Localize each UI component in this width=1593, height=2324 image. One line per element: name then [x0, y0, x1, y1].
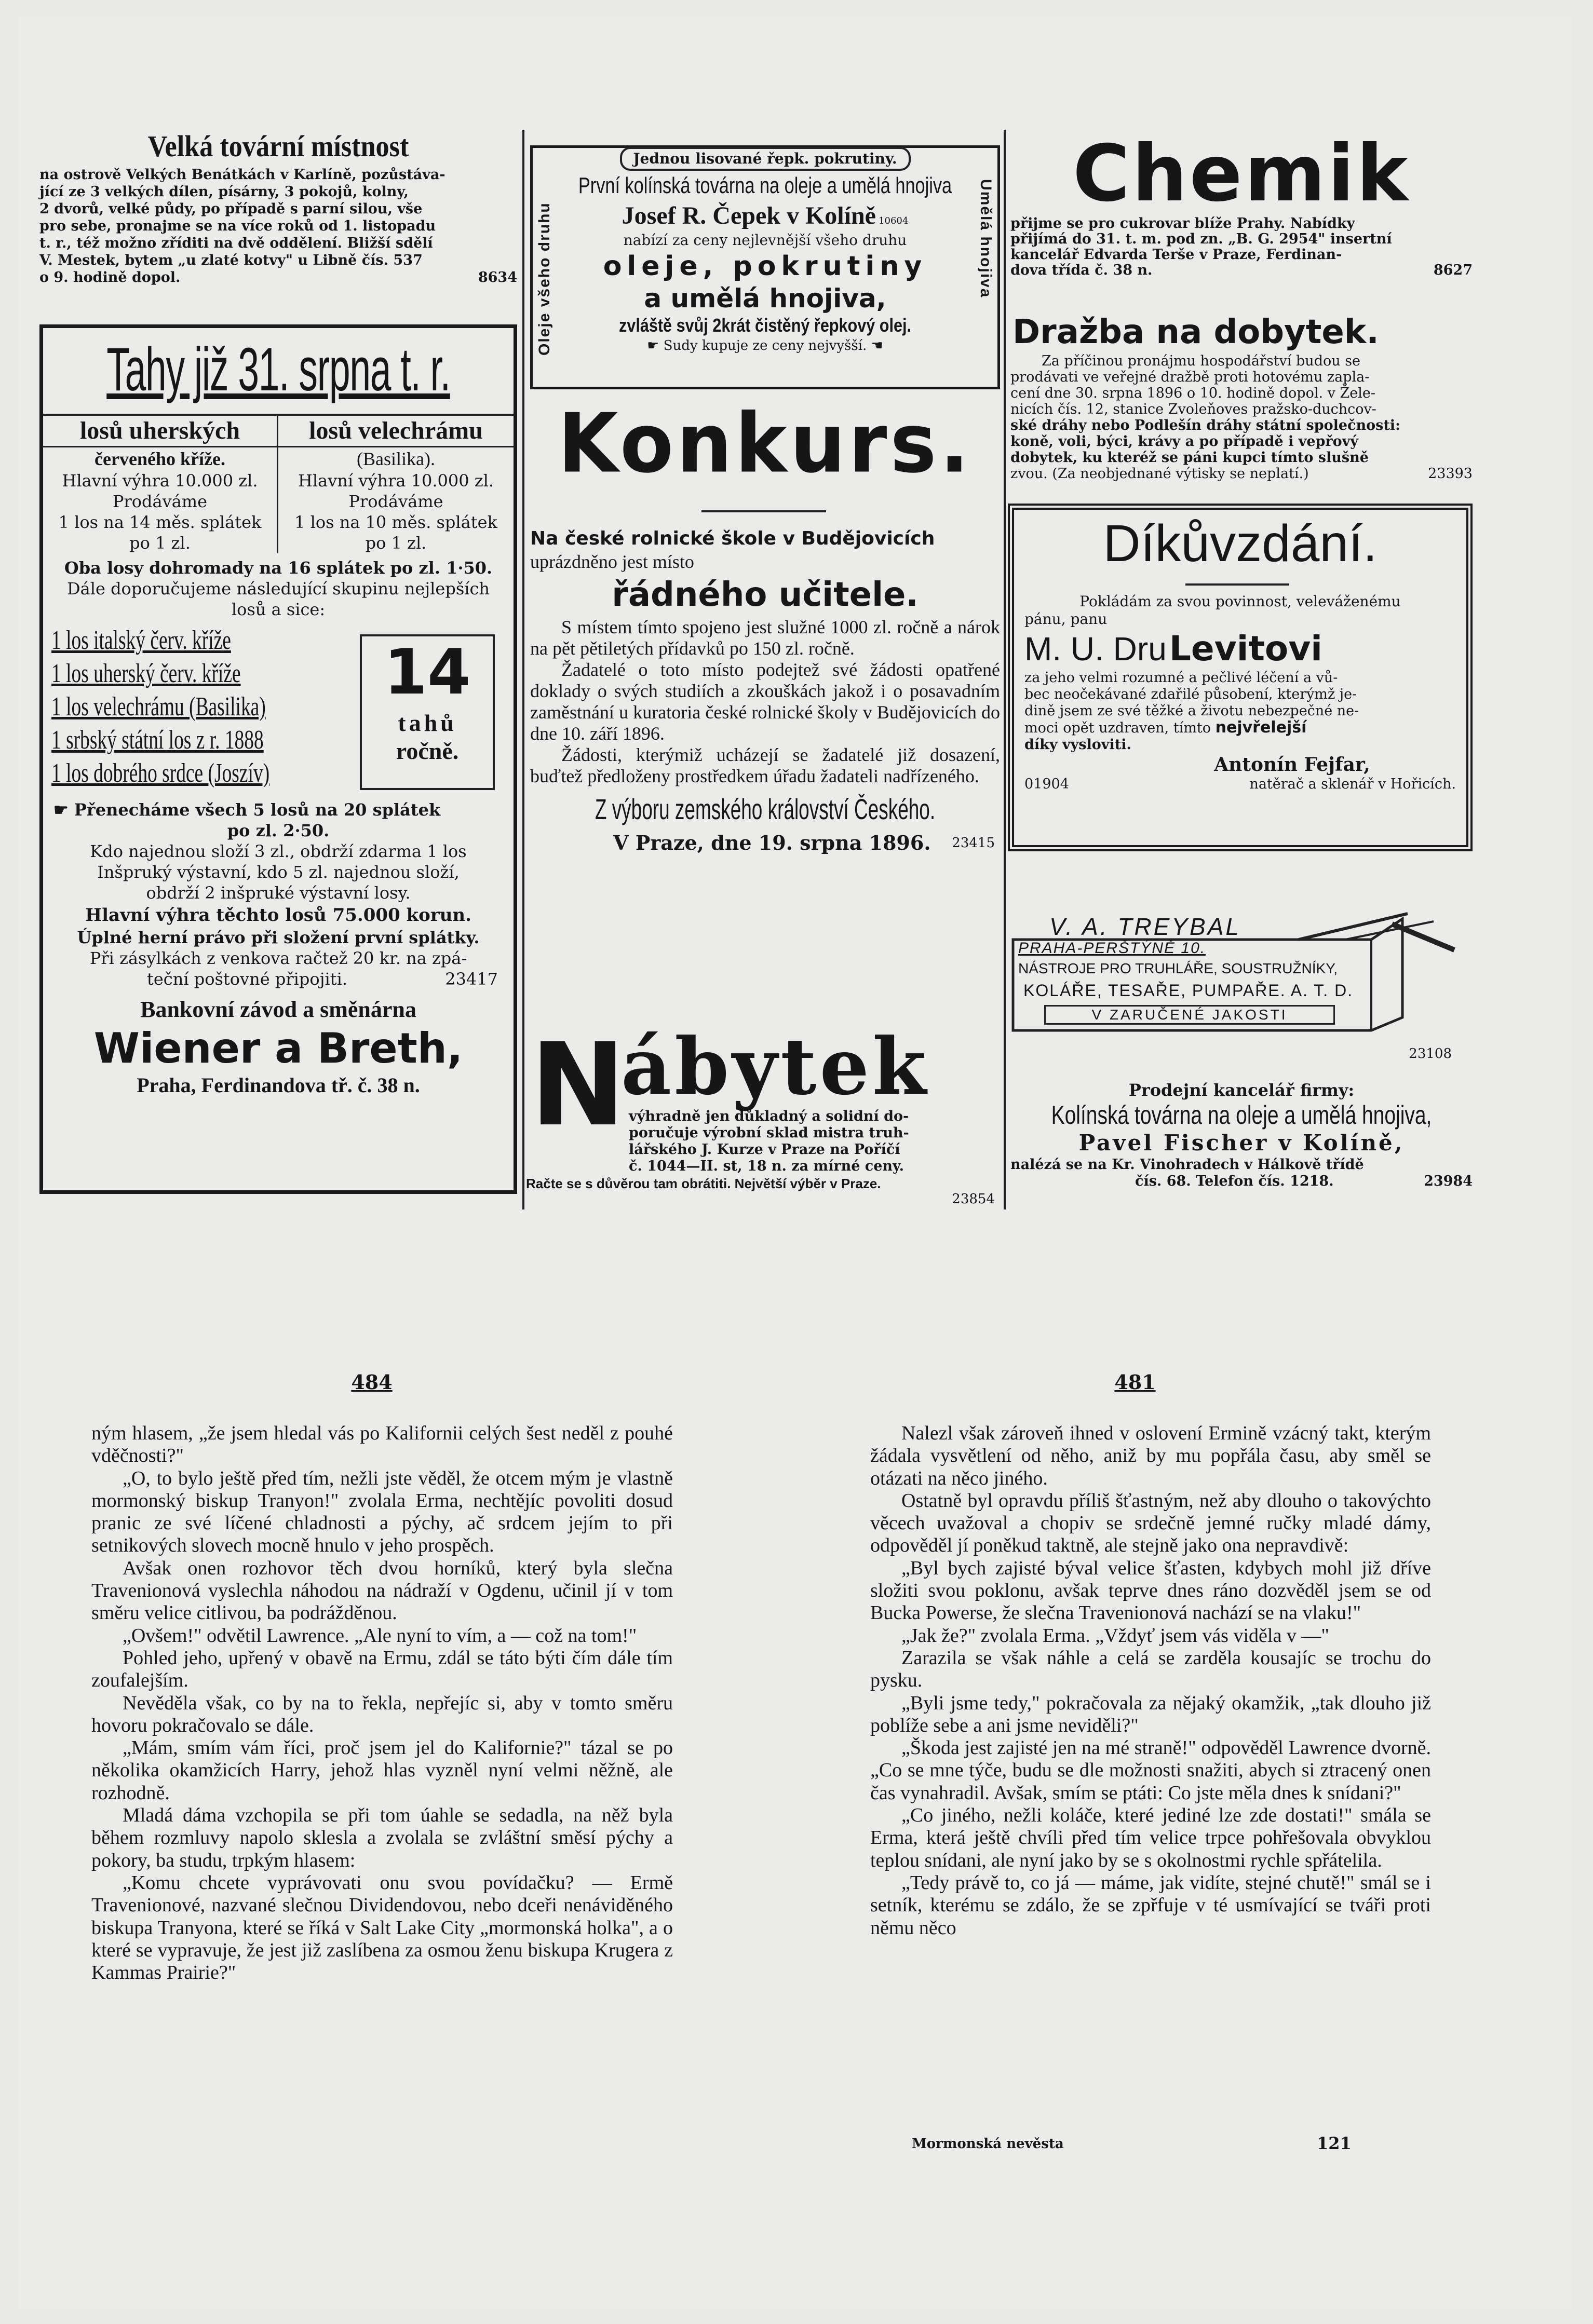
text-line: lářského J. Kurze v Praze na Poříčí	[629, 1141, 900, 1158]
oil-banner	[620, 147, 911, 171]
lot-item: 1 srbský státní los z r. 1888	[51, 725, 264, 755]
konkurs-intro	[530, 527, 1000, 573]
text-line: Inšpruký výstavní, kdo 5 zl. najednou složí,	[97, 862, 460, 882]
text-line: Při zásylkách z venkova račtež 20 kr. na zpá-	[89, 948, 467, 968]
lottery-right-sub: (Basilika).	[357, 449, 435, 469]
pointing-hand-icon: ☚	[867, 338, 883, 354]
text-line: Přenecháme všech 5 losů na 20 splátek	[74, 800, 441, 820]
kolin-owner: Pavel Fischer v Kolíně,	[1078, 1130, 1405, 1156]
draws-number: 14	[384, 636, 471, 709]
story-paragraph: „Jak že?" zvolala Erma. „Vždyť jsem vás viděla v —"	[901, 1624, 1329, 1647]
story-paragraph: „Škoda jest zajisté jen na mé straně!" odpověděl Lawrence dvorně. „Co se mne týče, budu se dle možnosti snažiti, abych si ztracený onen čas vynahradil. Avšak, smím se ptáti: Co jste měla dnes k snídani?"	[870, 1737, 1431, 1804]
ad-code: 23415	[952, 835, 995, 851]
konkurs-paragraph: Žadatelé o toto místo podejtež své žádosti opatřené doklady o svých studiích a zkouškách jakož i o posavadním zaměstnání u kuratoria české rolnické školy v Budějovicích do dne 10. září 1896.	[530, 659, 1000, 744]
oil-buy-row	[533, 337, 997, 355]
text-line: za jeho velmi rozumné a pečlivé léčení a vů-	[1024, 670, 1338, 686]
text-line: po zl. 2·50.	[227, 821, 330, 840]
text-line: V. Mestek, bytem „u zlaté kotvy" u Libně čís. 537	[39, 252, 423, 268]
kolin-firm: Kolínská továrna na oleje a umělá hnojiva,	[1051, 1100, 1432, 1130]
text-line: teční poštovné připojiti.	[147, 969, 348, 989]
thanks-signer: Antonín Fejfar,	[1214, 754, 1370, 776]
page-number-right: 481	[1114, 1370, 1156, 1394]
kolin-intro: Prodejní kancelář firmy:	[1128, 1080, 1355, 1100]
text-line: po 1 zl.	[365, 533, 427, 553]
text-line: kancelář Edvarda Terše v Praze, Ferdinan-	[1010, 247, 1342, 263]
text-line: Hlavní výhra 10.000 zl.	[62, 471, 258, 491]
oil-offer: nabízí za ceny nejlevnější všeho druhu	[623, 232, 907, 249]
text-line: přijme se pro cukrovar blíže Prahy. Nabídky	[1010, 215, 1355, 232]
story-paragraph: Pohled jeho, upřený v obavě na Ermu, zdál se táto býti čím dále tím zoufalejším.	[91, 1647, 673, 1692]
lot-item: 1 los dobrého srdce (Joszív)	[51, 758, 270, 788]
oil-line1: První kolínská továrna na oleje a umělá hnojiva	[578, 173, 952, 198]
ad-treybal	[1008, 908, 1473, 1064]
lottery-bank-address: Praha, Ferdinandova tř. č. 38 n.	[137, 1073, 420, 1097]
oil-side-right: Umělá hnojiva	[977, 179, 994, 298]
konkurs-date: V Praze, dne 19. srpna 1896.	[613, 831, 931, 854]
konkurs-intro-bold: Na české rolnické škole v Budějovicích	[530, 528, 935, 549]
story-paragraph: „Tedy právě to, co já — máme, jak vidíte, stejné chutě!" smál se i setník, kterému se zdálo, že se zpřfuje v té usmívající se tváři proti němu něco	[870, 1871, 1431, 1939]
ad-code: 23417	[445, 969, 498, 989]
draws-word: tahů	[398, 710, 457, 736]
text-line: Prodáváme	[348, 492, 443, 511]
text-line: přijímá do 31. t. m. pod zn. „B. G. 2954" insertní	[1010, 231, 1392, 247]
story-footer-title: Mormonská nevěsta	[912, 2136, 1064, 2152]
kolin-location: nalézá se na Kr. Vinohradech v Hálkově třídě	[1010, 1157, 1364, 1173]
text-line: obdrží 2 inšpruké výstavní losy.	[146, 883, 411, 903]
ad-code: 23108	[1409, 1046, 1452, 1062]
lottery-play-right: Úplné herní právo při složení první splátky.	[77, 928, 480, 947]
ad-code: 10604	[879, 215, 909, 226]
konkurs-intro-rest: uprázdněno jest místo	[530, 551, 694, 572]
story-paragraph: Avšak onen rozhovor těch dvou horníků, který byla slečna Travenionová vyslechla náhodou na nádraží v Ogdenu, učinil jí v tom směru velice citlivou, ba podrážděnou.	[91, 1557, 673, 1624]
text-line: č. 1044—II. st, 18 n. za mírné ceny.	[629, 1158, 905, 1174]
ad-code: 8627	[1433, 262, 1473, 278]
ad-code: 23854	[952, 1191, 995, 1207]
lottery-right-head: losů velechrámu	[278, 416, 514, 447]
text-line: po 1 zl.	[129, 533, 191, 553]
chemik-body	[1010, 216, 1473, 278]
text-line: na ostrově Velkých Benátkách v Karlíně, pozůstáva-	[39, 167, 446, 183]
lot-item: 1 los velechrámu (Basilika)	[51, 692, 266, 722]
thanks-intro2: pánu, panu	[1024, 610, 1108, 628]
divider	[1185, 583, 1289, 586]
story-right-column	[870, 1422, 1431, 1939]
column-rule	[1004, 130, 1006, 1209]
ad-lottery	[39, 324, 517, 1194]
thanks-strongest: nejvřelejší	[1215, 718, 1307, 737]
lottery-main-prize: Hlavní výhra těchto losů 75.000 korun.	[85, 905, 471, 926]
text-line: 1 los na 14 měs. splátek	[58, 512, 262, 532]
column-rule	[522, 130, 524, 1209]
story-paragraph: Nalezl však zároveň ihned v oslovení Ermině vzácný takt, kterým žádala vysvětlení od něho, aniž by mu popřála času, aby směl se otázati na něco jiného.	[870, 1422, 1431, 1489]
thanks-name: Levitovi	[1169, 629, 1322, 669]
konkurs-sign: Z výboru zemského království Českého.	[595, 793, 936, 825]
text-line: výhradně jen důkladný a solidní do-	[629, 1108, 909, 1124]
thanks-title: Díkůvzdání.	[1103, 514, 1378, 573]
ad-code: 8634	[478, 269, 517, 286]
furniture-footer: Račte se s důvěrou tam obrátiti. Největší výběr v Praze.	[526, 1176, 881, 1191]
drazba-body	[1010, 353, 1473, 482]
text-line: díky vysloviti.	[1024, 737, 1131, 753]
lottery-both-line: Oba losy dohromady na 16 splátek po zl. 1·50.	[64, 558, 493, 578]
lottery-offer	[43, 799, 514, 820]
text-line: 1 los na 10 měs. splátek	[294, 512, 497, 532]
text-line: čís. 68. Telefon čís. 1218.	[1135, 1173, 1334, 1189]
story-paragraph: „Mám, smím vám říci, proč jsem jel do Kalifornie?" tázal se po několika okamžicích Harry, jehož hlas vyzněl nyní velmi něžně, ale rozhodně.	[91, 1737, 673, 1804]
ad-chemik	[1010, 129, 1473, 311]
ad-thanks	[1008, 504, 1473, 851]
oil-products: oleje, pokrutiny	[603, 251, 927, 282]
ad-furniture	[526, 1018, 1000, 1207]
ad-kolin-office	[1010, 1080, 1473, 1235]
oil-owner-row	[533, 201, 997, 231]
konkurs-paragraph: S místem tímto spojeno jest služné 1000 zl. ročně a nárok na pět pětiletých přídavků po 150 zl. ročně.	[530, 617, 1000, 659]
treybal-name: V. A. TREYBAL	[1049, 913, 1241, 940]
lottery-lots-area	[43, 624, 514, 790]
thanks-body	[1014, 670, 1466, 753]
page-number-left: 484	[351, 1370, 393, 1394]
divider	[701, 510, 826, 512]
oil-products2: a umělá hnojiva,	[644, 283, 886, 314]
lottery-col-right	[278, 416, 514, 553]
lottery-bank-line: Bankovní závod a směnárna	[140, 997, 416, 1022]
oil-special: zvláště svůj 2krát čistěný řepkový olej.	[619, 315, 911, 336]
treybal-quality: V ZARUČENÉ JAKOSTI	[1044, 1005, 1335, 1025]
text-line: jící ze 3 velkých dílen, písárny, 3 pokojů, kolny,	[39, 184, 409, 200]
text-line: nicích čís. 12, stanice Zvoleňoves pražsko-duchcov-	[1010, 401, 1376, 417]
furniture-initial: N	[530, 1018, 626, 1151]
text-line: o 9. hodině dopol.	[39, 269, 181, 286]
story-paragraph: „Byli jsme tedy," pokračovala za nějaký okamžik, „tak dlouho již poblíže sebe a ani jsme neviděli?"	[870, 1692, 1431, 1736]
furniture-text	[629, 1108, 909, 1175]
ad-factory-space	[39, 130, 517, 317]
story-paragraph: Mladá dáma vzchopila se při tom úahle se sedadla, na něž byla během rozmluvy napolo sklesla a zvolala se zvláštní směsí pýchy a pokory, ba studu, trpkým hlasem:	[91, 1804, 673, 1871]
text-line: zvou. (Za neobjednané výtisky se neplatí.)	[1010, 466, 1309, 482]
lot-item: 1 los italský červ. kříže	[51, 626, 231, 655]
story-left-column	[91, 1422, 673, 1984]
text-line: dobytek, ku kteréž se páni kupci tímto slušně	[1010, 450, 1369, 466]
story-paragraph: „O, to bylo ještě před tím, nežli jste věděl, že otcem mým je vlastně mormonský biskup Tranyon!" zvolala Erma, nechtějíc povoliti dosud pranic ze své líčené chladnosti a pýchy, ač srdcem jejím to při setnikových slovech mocně hnulo v jeho prospěch.	[91, 1467, 673, 1557]
konkurs-date-row	[530, 832, 1000, 854]
pointing-hand-icon: ☛	[53, 800, 74, 820]
text-line: dině jsem ze své těžké a životu nebezpečné ne-	[1024, 703, 1359, 719]
text-line: moci opět uzdraven, tímto	[1024, 720, 1211, 736]
story-paragraph: „Ovšem!" odvětil Lawrence. „Ale nyní to vím, a — což na tom!"	[123, 1624, 637, 1647]
newspaper-page	[19, 16, 1571, 2310]
lottery-lots-list	[43, 624, 334, 790]
thanks-sign-row	[1014, 776, 1466, 792]
lottery-next-line: Dále doporučujeme následující skupinu nejlepších	[66, 579, 490, 599]
story-paragraph: „Byl bych zajisté býval velice šťasten, kdybych mohl již dříve složiti svou poklonu, avšak teprve dnes ráno dozvěděl jsem se od Bucka Powerse, že slečna Travenionová nachází se na vlaku!"	[870, 1557, 1431, 1624]
lottery-left-sub: červeného kříže.	[95, 449, 225, 469]
text-line: 2 dvorů, velké půdy, po případě s parní silou, vše	[39, 201, 423, 217]
draws-box	[360, 634, 495, 790]
story-footer-number: 121	[1317, 2133, 1352, 2153]
chemik-title: Chemik	[1072, 129, 1411, 219]
treybal-crafts: KOLÁŘE, TESAŘE, PUMPAŘE. A. T. D.	[1023, 981, 1354, 1000]
story-paragraph: Zarazila se však náhle a celá se zardělа kousajíc se trochu do pysku.	[870, 1647, 1431, 1692]
thanks-name-row	[1014, 628, 1466, 670]
ad-factory-title: Velká tovární místnost	[147, 129, 409, 163]
story-paragraph: „Komu chcete vyprávovati onu svou povídačku? — Ermě Travenionové, nazvané slečnou Dividendovou, nebo dceři nenáviděného biskupa Tranyona, které se říká v Salt Lake City „mormonská holka", a o které se vypravuje, že jest již zaslíbena za osmou ženu biskupa Krugera z Kammas Prairie?"	[91, 1871, 673, 1984]
draws-year: ročně.	[396, 738, 459, 764]
lottery-bank-name: Wiener a Breth,	[93, 1024, 463, 1072]
story-paragraph: „Co jiného, nežli koláče, které jediné lze zde dostati!" smála se Erma, která ještě chvíli před tím velice trpce pohřešovala obvyklou teplou snídani, ale nyní jako by se s okolnostmi rychle spřátelila.	[870, 1804, 1431, 1871]
text-line: ské dráhy nebo Podlešín dráhy státní společnosti:	[1010, 417, 1401, 433]
furniture-title: ábytek	[621, 1021, 929, 1112]
oil-banner-text: Jednou lisované řepk. pokrutiny.	[633, 150, 897, 167]
lottery-columns	[43, 414, 514, 553]
lottery-headline: Tahy již 31. srpna t. r.	[106, 335, 450, 404]
ad-factory-body	[39, 166, 517, 286]
drazba-title: Dražba na dobytek.	[1013, 313, 1379, 351]
thanks-intro1: Pokládám za svou povinnost, veleváženému	[1079, 593, 1401, 610]
oil-side-left: Oleje všeho druhu	[536, 202, 553, 356]
text-line: Hlavní výhra 10.000 zl.	[298, 471, 494, 491]
lottery-next-line2: losů a sice:	[231, 600, 326, 619]
text-line: bec neočekávané zdařilé působení, kterýmž je-	[1024, 686, 1357, 702]
oil-buy: Sudy kupuje ze ceny nejvyšší.	[663, 338, 867, 354]
text-line: t. r., též možno zříditi na dvě oddělení. Bližší sdělí	[39, 235, 433, 251]
lot-item: 1 los uherský červ. kříže	[51, 659, 241, 688]
treybal-tools: NÁSTROJE PRO TRUHLÁŘE, SOUSTRUŽNÍKY,	[1018, 960, 1338, 976]
lottery-left-head: losů uherských	[43, 416, 277, 447]
ad-code: 23984	[1424, 1173, 1473, 1189]
story-paragraph: ným hlasem, „že jsem hledal vás po Kalifornii celých šest neděl z pouhé vděčnosti?"	[91, 1422, 673, 1467]
post-line	[43, 969, 514, 989]
konkurs-paragraph: Žádosti, kterýmiž ucházejí se žadatelé již dosazení, buďtež předloženy prostředkem úřadu žadateli nadřízeného.	[530, 744, 1000, 786]
story-paragraph: Ostatně byl opravdu příliš šťastným, než aby dlouho o takovýchto věcech uvažoval a chopiv se srdečně jemné ručky mladé dámy, odpověděl jí poněkud taktně, ale stejně jako ona nepravdivě:	[870, 1489, 1431, 1557]
konkurs-title: Konkurs.	[558, 396, 973, 492]
thanks-name-prefix: M. U. Dru	[1024, 630, 1167, 668]
oil-owner: Josef R. Čepek v Kolíně	[622, 202, 876, 229]
ad-oil-factory	[530, 145, 1000, 389]
ad-code: 23393	[1428, 466, 1473, 482]
text-line: Prodáváme	[112, 492, 208, 511]
text-line: Kdo najednou složí 3 zl., obdrží zdarma 1 los	[90, 841, 467, 861]
treybal-address: PRAHA-PERŠTÝNĚ 10.	[1018, 940, 1206, 957]
kolin-location2	[1010, 1173, 1473, 1190]
text-line: Za příčinou pronájmu hospodářství budou se	[1042, 353, 1361, 369]
text-line: koně, voli, býci, krávy a po případě i vepřový	[1010, 433, 1358, 450]
text-line: pro sebe, pronajme se na více roků od 1. listopadu	[39, 218, 436, 234]
text-line: cení dne 30. srpna 1896 o 10. hodině dopol. v Žele-	[1010, 385, 1375, 401]
story-paragraph: Nevěděla však, co by na to řekla, nepřejíc si, aby v tomto směru hovoru pokračovalo se dále.	[91, 1692, 673, 1736]
pointing-hand-icon: ☛	[647, 338, 664, 354]
text-line: prodávati ve veřejné dražbě proti hotovému zapla-	[1010, 369, 1370, 385]
ad-code: 01904	[1024, 776, 1069, 792]
konkurs-body	[530, 617, 1000, 787]
lottery-col-left	[43, 416, 278, 553]
thanks-signer-role: natěrač a sklenář v Hořicích.	[1249, 776, 1456, 792]
ad-drazba	[1010, 311, 1473, 498]
ad-konkurs	[530, 396, 1000, 1015]
text-line: poručuje výrobní sklad mistra truh-	[629, 1125, 909, 1141]
konkurs-position: řádného učitele.	[612, 576, 919, 614]
text-line: dova třída č. 38 n.	[1010, 262, 1153, 278]
